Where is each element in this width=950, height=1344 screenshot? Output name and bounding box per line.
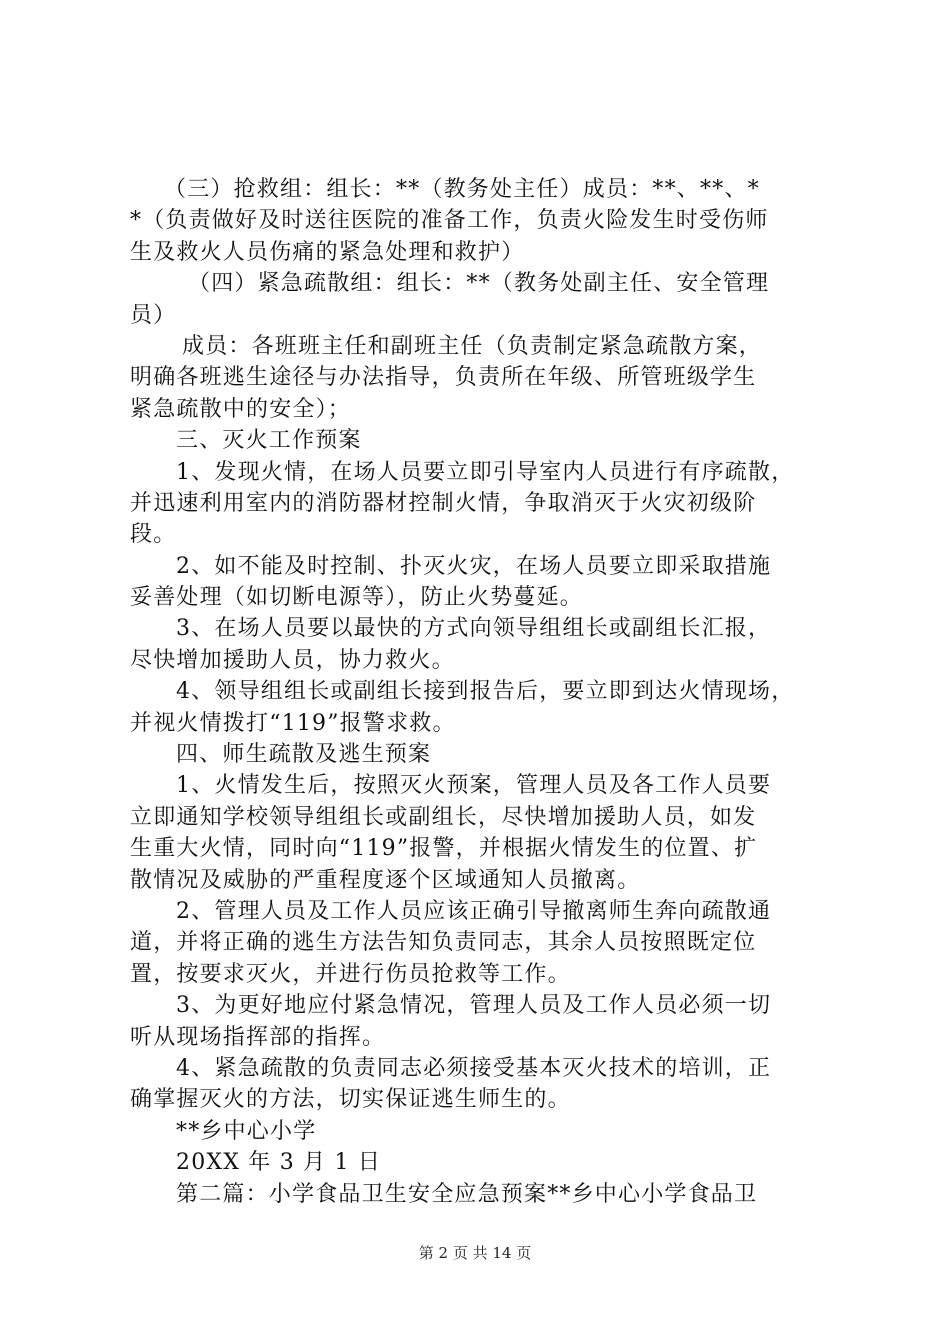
text-line: 尽快增加援助人员，协力救火。: [130, 647, 455, 673]
text-line: 妥善处理（如切断电源等），防止火势蔓延。: [130, 585, 584, 611]
signature-school: **乡中心小学: [176, 1118, 317, 1144]
text-line: 听从现场指挥部的指挥。: [130, 1024, 386, 1050]
text-line: 1、火情发生后，按照灭火预案，管理人员及各工作人员要: [176, 773, 772, 799]
text-line: 置，按要求灭火，并进行伤员抢救等工作。: [130, 961, 571, 987]
text-line: 立即通知学校领导组组长或副组长，尽快增加援助人员，如发: [130, 804, 757, 830]
text-line: 成员：各班班主任和副班主任（负责制定紧急疏散方案，: [182, 333, 763, 359]
text-line: 道，并将正确的逃生方法告知负责同志，其余人员按照既定位: [130, 930, 757, 956]
next-chapter-heading: 第二篇：小学食品卫生安全应急预案**乡中心小学食品卫: [176, 1181, 758, 1207]
text-line: 2、如不能及时控制、扑灭火灾，在场人员要立即采取措施: [176, 553, 772, 579]
text-line: *（负责做好及时送往医院的准备工作，负责火险发生时受伤师: [130, 208, 769, 234]
signature-date: 20XX 年 3 月 1 日: [176, 1150, 382, 1176]
text-line: 3、在场人员要以最快的方式向领导组组长或副组长汇报，: [176, 616, 772, 642]
text-line: （四）紧急疏散组：组长：**（教务处副主任、安全管理: [188, 271, 770, 297]
text-line: 紧急疏散中的安全）；: [130, 396, 352, 422]
text-line: 员）: [130, 302, 177, 328]
document-body: [130, 174, 835, 1210]
page-number-footer: 第 2 页 共 14 页: [418, 1244, 532, 1262]
text-line: 明确各班逃生途径与办法指导，负责所在年级、所管班级学生: [130, 365, 757, 391]
section-heading: 三、灭火工作预案: [176, 428, 362, 454]
text-line: 2、管理人员及工作人员应该正确引导撤离师生奔向疏散通: [176, 898, 772, 924]
text-line: 并迅速利用室内的消防器材控制火情，争取消灭于火灾初级阶: [130, 490, 757, 516]
text-line: 确掌握灭火的方法，切实保证逃生师生的。: [130, 1087, 571, 1113]
text-line: 段。: [130, 522, 177, 548]
text-line: （三）抢救组：组长：**（教务处主任）成员：**、**、*: [164, 177, 760, 202]
text-line: 并视火情拨打“119”报警求救。: [130, 710, 456, 736]
text-line: 散情况及威胁的严重程度逐个区域通知人员撤离。: [130, 867, 641, 893]
text-line: 1、发现火情，在场人员要立即引导室内人员进行有序疏散，: [176, 459, 795, 485]
text-line: 生重大火情，同时向“119”报警，并根据火情发生的位置、扩: [130, 836, 758, 862]
text-line: 3、为更好地应付紧急情况，管理人员及工作人员必须一切: [176, 993, 772, 1019]
text-line: 生及救火人员伤痛的紧急处理和救护）: [130, 239, 525, 265]
text-line: 4、紧急疏散的负责同志必须接受基本灭火技术的培训，正: [176, 1055, 772, 1081]
section-heading: 四、师生疏散及逃生预案: [176, 742, 432, 768]
text-line: 4、领导组组长或副组长接到报告后，要立即到达火情现场，: [176, 679, 795, 705]
